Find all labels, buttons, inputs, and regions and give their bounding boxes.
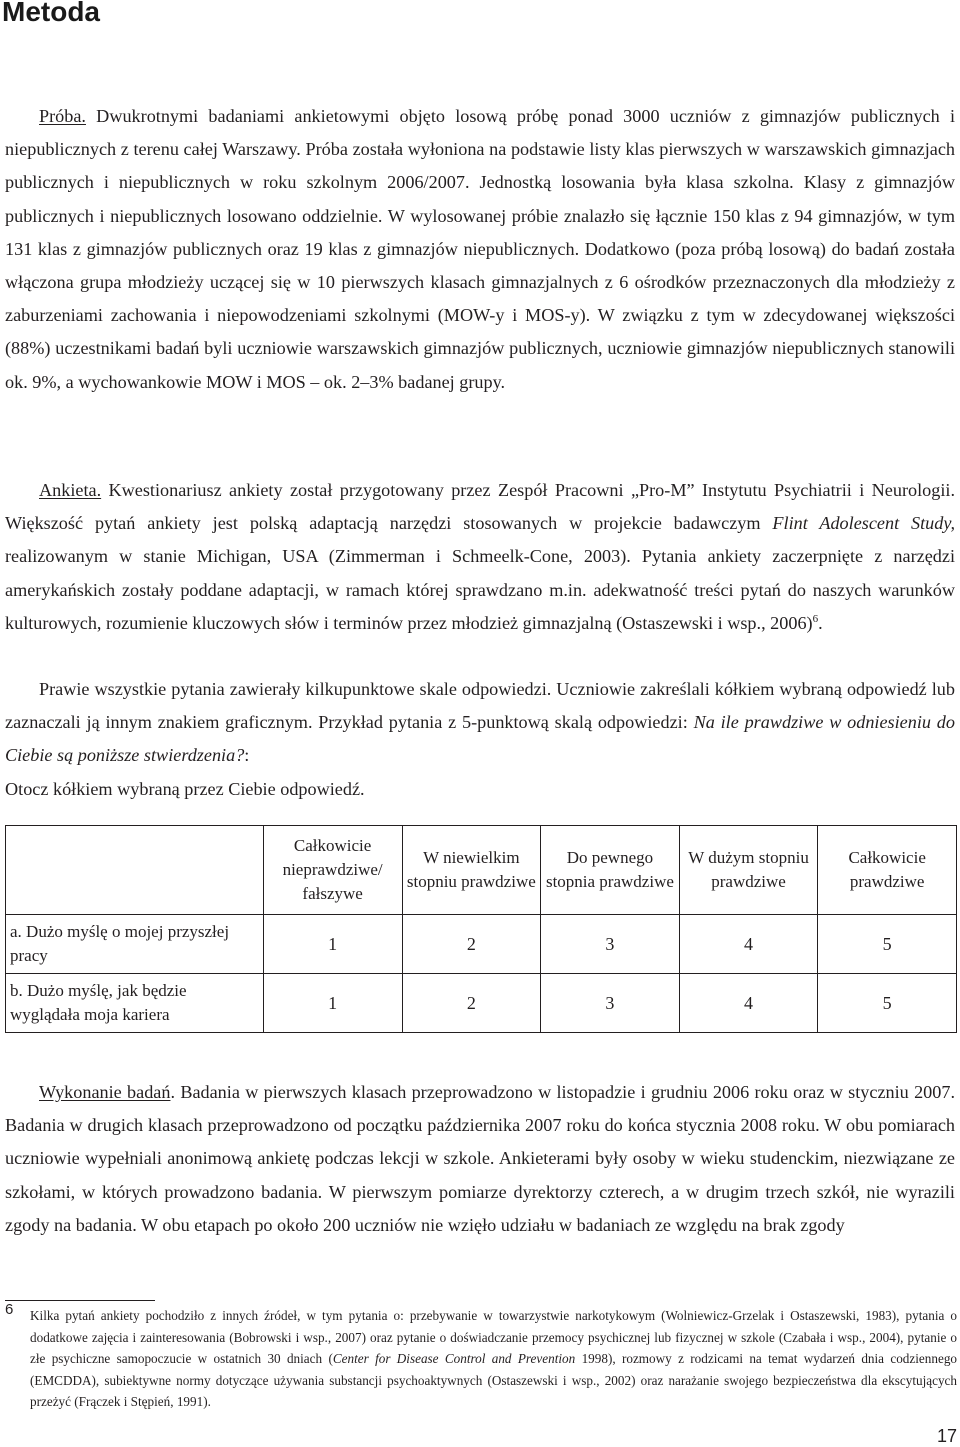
skale-instruction: Otocz kółkiem wybraną przez Ciebie odpowiedź. (5, 778, 365, 799)
skale-text-1: Prawie wszystkie pytania zawierały kilkupunktowe skale odpowiedzi. Uczniowie zakreślali kółkiem wybraną odpowiedź lub zaznaczali ją innym znakiem graficznym. Przykład pytania z 5-punktową skalą odpowiedzi: (5, 679, 955, 733)
table-header-cell: W niewielkim stopniu prawdziwe (402, 826, 541, 915)
table-value-cell: 3 (541, 915, 680, 974)
table-item-label: a. Dużo myślę o mojej przyszłej pracy (6, 915, 264, 974)
proba-text: Dwukrotnymi badaniami ankietowymi objęto losową próbę ponad 3000 uczniów z gimnazjów publicznych i niepublicznych z terenu całej Warszawy. Próba została wyłoniona na podstawie listy klas pierwszych w warszawskich gimnazjach publicznych i niepublicznych w roku szkolnym 2006/2007. Jednostką losowania była klasa szkolna. Klasy z gimnazjów publicznych i niepublicznych losowano oddzielnie. W wylosowanej próbie znalazło się łącznie 150 klas z 94 gimnazjów, w tym 131 klas z gimnazjów publicznych oraz 19 klas z gimnazjów niepublicznych. Dodatkowo (poza próbą losową) do badań została włączona grupa młodzieży uczącej się w 10 pierwszych klasach gimnazjalnych z 6 ośrodków przeznaczonych dla młodzieży z zaburzeniami zachowania i niepowodzeniami szkolnymi (MOW-y i MOS-y). W związku z tym w zdecydowanej większości (88%) uczestnikami badań byli uczniowie warszawskich gimnazjów publicznych, uczniowie gimnazjów niepublicznych stanowili ok. 9%, a wychowankowie MOW i MOS – ok. 2–3% badanej grupy. (5, 106, 955, 392)
skale-question: Na ile prawdziwe w odniesieniu do Ciebie są poniższe stwierdzenia? (5, 712, 955, 766)
proba-label: Próba. (39, 106, 86, 126)
table-value-cell: 2 (402, 915, 541, 974)
page-number: 17 (936, 1426, 957, 1446)
paragraph-ankieta (5, 474, 955, 640)
table-row (6, 974, 957, 1033)
footnote-italic: Center for Disease Control and Prevention (332, 1351, 576, 1366)
table-value-cell: 4 (679, 915, 818, 974)
footnote-text-1: Kilka pytań ankiety pochodziło z innych źródeł, w tym pytania o: przebywanie w towarzystwie narkotykowym (Wolniewicz-Grzelak i Ostaszewski, 1983), pytania o dodatkowe zajęcia i zainteresowania (Bobrowski i wsp., 2007) oraz pytanie o doświadczanie przemocy psychicznej lub fizycznej w szkole (Czabała i wsp., 2004), pytanie o złe psychiczne samopoczucie w ostatnich 30 dniach ( (30, 1308, 957, 1366)
table-value-cell: 4 (679, 974, 818, 1033)
table-header-cell: W dużym stopniu prawdziwe (679, 826, 818, 915)
ankieta-text-1: Kwestionariusz ankiety został przygotowany przez Zespół Pracowni „Pro-M” Instytutu Psychiatrii i Neurologii. Większość pytań ankiety jest polską adaptacją narzędzi stosowanych w projekcie badawczym (5, 480, 955, 534)
example-scale-table (5, 825, 957, 1033)
footnote-text (30, 1305, 957, 1413)
wykonanie-text: . Badania w pierwszych klasach przeprowadzono w listopadzie i grudniu 2006 roku oraz w styczniu 2007. Badania w drugich klasach przeprowadzono od początku października 2007 roku do końca stycznia 2008 roku. W obu pomiarach uczniowie wypełniali anonimową ankietę podczas lekcji w szkole. Ankieterami były osoby w wieku studenckim, niezwiązane ze szkołami, w których prowadzono badania. W pierwszym pomiarze dyrektorzy czterech, a w drugim trzech szkół, nie wyrazili zgody na badania. W obu etapach po około 200 uczniów nie wzięło udziału w badaniach ze względu na brak zgody (5, 1082, 955, 1235)
ankieta-label: Ankieta. (39, 480, 102, 500)
footnote-text-2: 1998), rozmowy z rodzicami na temat wydarzeń dnia codziennego (EMCDDA), subiektywne normy dotyczące używania substancji psychoaktywnych (Ostaszewski i wsp., 2002) oraz narażanie swojego bezpieczeństwa dla ekscytujących przeżyć (Frączek i Stępień, 1991). (30, 1351, 958, 1409)
table-value-cell: 1 (263, 974, 402, 1033)
paragraph-proba (5, 100, 955, 399)
table-value-cell: 2 (402, 974, 541, 1033)
footnote-separator (5, 1300, 155, 1301)
skale-text-2: : (244, 745, 250, 766)
table-header-cell: Całkowicie nieprawdziwe/ fałszywe (263, 826, 402, 915)
section-heading: Metoda (2, 0, 100, 27)
footnote-number: 6 (5, 1301, 14, 1318)
table-corner-cell (6, 826, 264, 915)
table-row (6, 915, 957, 974)
ankieta-text-3: . (818, 612, 823, 633)
table-header-cell: Całkowicie prawdziwe (818, 826, 957, 915)
table-value-cell: 5 (818, 915, 957, 974)
table-item-label: b. Dużo myślę, jak będzie wyglądała moja kariera (6, 974, 264, 1033)
ankieta-study-name: Flint Adolescent Study, (772, 513, 955, 534)
table-value-cell: 1 (263, 915, 402, 974)
table-value-cell: 3 (541, 974, 680, 1033)
ankieta-text-2: realizowanym w stanie Michigan, USA (Zimmerman i Schmeelk-Cone, 2003). Pytania ankiety zaczerpnięte z narzędzi amerykańskich zostały poddane adaptacji, w ramach której sprawdzano m.in. adekwatność treści pytań do naszych warunków kulturowych, rozumienie kluczowych słów i terminów przez młodzież gimnazjalną (Ostaszewski i wsp., 2006) (5, 546, 955, 633)
table-header-row (6, 826, 957, 915)
paragraph-skale (5, 673, 955, 806)
wykonanie-label: Wykonanie badań (39, 1082, 171, 1102)
table-header-cell: Do pewnego stopnia prawdziwe (541, 826, 680, 915)
footnote-reference: 6 (812, 612, 819, 625)
table-value-cell: 5 (818, 974, 957, 1033)
paragraph-wykonanie (5, 1076, 955, 1242)
